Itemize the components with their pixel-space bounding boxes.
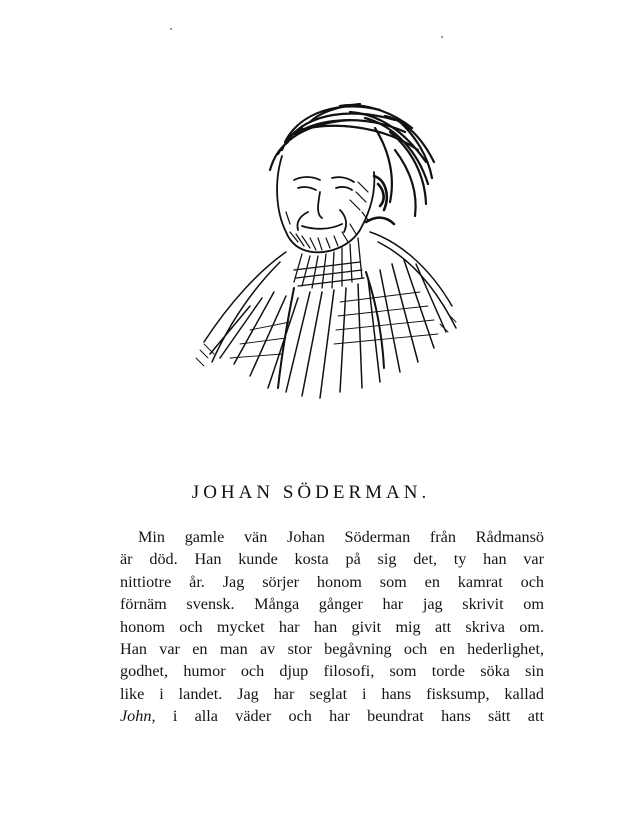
body-paragraph: [120, 526, 544, 728]
paragraph-line: är död. Han kunde kosta på sig det, ty han var: [120, 550, 544, 569]
print-speck: [170, 28, 172, 30]
portrait-sketch-icon: [190, 92, 470, 402]
boat-name: John,: [120, 707, 156, 726]
print-speck: [441, 36, 443, 38]
paragraph-line: Han var en man av stor begåvning och en hederlighet,: [120, 640, 544, 659]
paragraph-line: like i landet. Jag har seglat i hans fisksump, kallad: [120, 684, 544, 703]
paragraph-line: förnäm svensk. Många gånger har jag skrivit om: [120, 595, 544, 614]
paragraph-line: Min gamle vän Johan Söderman från Rådmansö: [138, 528, 544, 546]
paragraph-line-rest: i alla väder och har beundrat hans sätt att: [172, 707, 544, 726]
paragraph-line: godhet, humor och djup filosofi, som torde söka sin: [120, 662, 544, 681]
paragraph-line: honom och mycket har han givit mig att skriva om.: [120, 617, 544, 636]
paragraph-line: nittiotre år. Jag sörjer honom som en kamrat och: [120, 572, 544, 591]
chapter-title: JOHAN SÖDERMAN.: [191, 482, 431, 503]
paragraph-line-last: [120, 705, 544, 727]
